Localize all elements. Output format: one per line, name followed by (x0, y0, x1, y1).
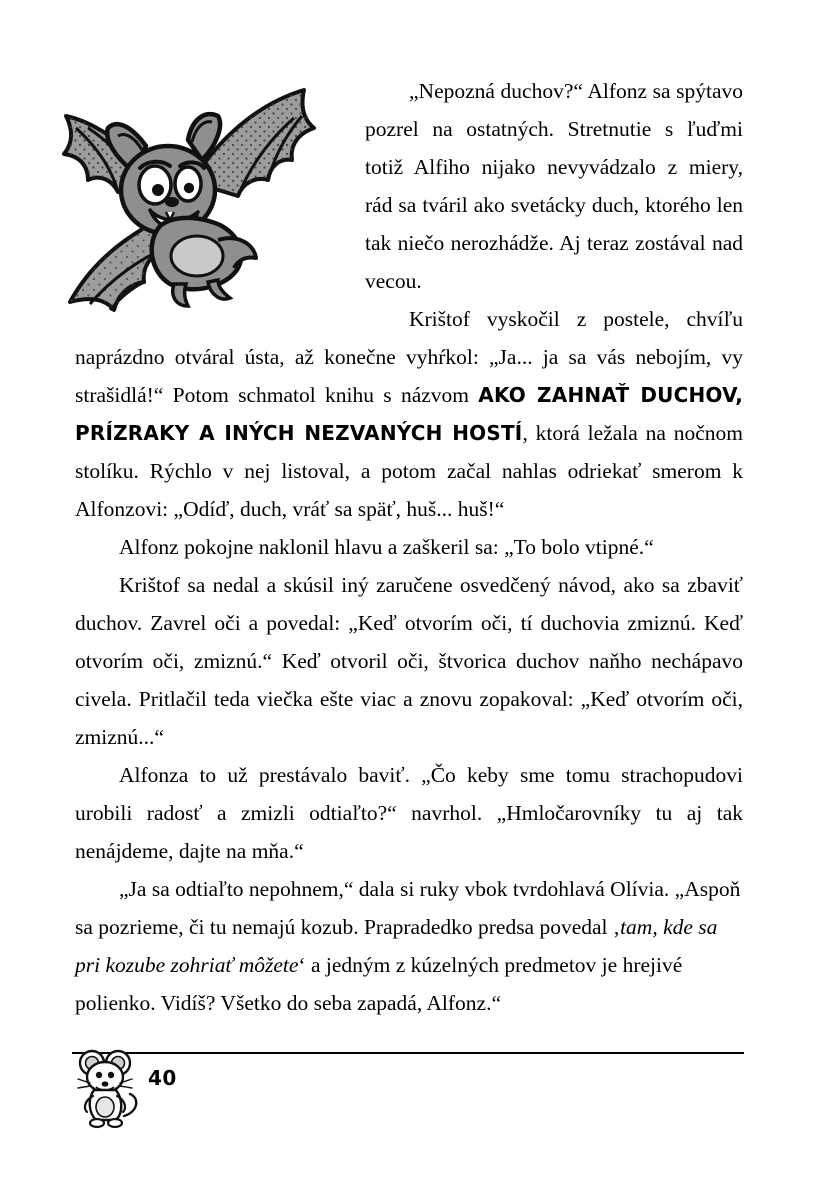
paragraph-3-text: Alfonz pokojne naklonil hlavu a zaškeril sa: „To bolo vtipné.“ (119, 535, 654, 559)
paragraph-4-text: Krištof sa nedal a skúsil iný zaručene osvedčený návod, ako sa zbaviť duchov. Zavrel oči a povedal: „Keď otvorím oči, tí duchovia zmiznú. Keď otvorím oči, zmiznú.“ Keď otvoril oči, štvorica duchov naňho nechápavo civela. Pritlačil teda viečka ešte viac a znovu zopakoval: „Keď otvorím oči, zmiznú...“ (75, 573, 743, 749)
paragraph-6-text-b: ‘ a jedným z kúzelných predmetov je hrejivé polienko. Vidíš? Všetko do seba zapadá, Alfonz.“ (75, 953, 683, 1015)
page-number: 40 (148, 1066, 177, 1090)
paragraph-6-text-a: „Ja sa odtiaľto nepohnem,“ dala si ruky vbok tvrdohlavá Olívia. „Aspoň sa pozrieme, či tu nemajú kozub. Prapradedko predsa povedal ‚ (75, 877, 741, 939)
paragraph-2-text-a: Krištof vyskočil z postele, chvíľu naprázdno otváral ústa, až konečne vyhŕkol: „Ja... ja sa vás nebojím, vy strašidlá!“ Potom schmatol knihu s názvom (75, 307, 743, 407)
paragraph-6 (75, 870, 743, 1022)
footer-divider (72, 1052, 744, 1054)
page-footer (0, 1052, 815, 1142)
paragraph-2 (75, 300, 743, 528)
paragraph-2-text-b: , ktorá ležala na nočnom stolíku. Rýchlo v nej listoval, a potom začal nahlas odriekať smerom k Alfonzovi: „Odíď, duch, vráť sa späť, huš... huš!“ (75, 421, 743, 521)
paragraph-5 (75, 756, 743, 870)
paragraph-3 (75, 528, 743, 566)
quoted-verse: tam, kde sa pri kozube zohriať môžete (75, 915, 718, 977)
illustration-text-wrap (75, 72, 365, 322)
mouse-illustration (72, 1046, 144, 1132)
paragraph-4 (75, 566, 743, 756)
page-text-column (75, 72, 743, 1022)
paragraph-1-text: „Nepozná duchov?“ Alfonz sa spýtavo pozrel na ostatných. Stretnutie s ľuďmi totiž Alfiho nijako nevyvádzalo z miery, rád sa tváril ako svetácky duch, ktorého len tak niečo nerozhádže. Aj teraz zostával nad vecou. (365, 79, 743, 293)
paragraph-5-text: Alfonza to už prestávalo baviť. „Čo keby sme tomu strachopudovi urobili radosť a zmizli odtiaľto?“ navrhol. „Hmločarovníky tu aj tak nenájdeme, dajte na mňa.“ (75, 763, 743, 863)
book-title-inline: AKO ZAHNAŤ DUCHOV, PRÍZRAKY A INÝCH NEZVANÝCH HOSTÍ (75, 383, 743, 445)
